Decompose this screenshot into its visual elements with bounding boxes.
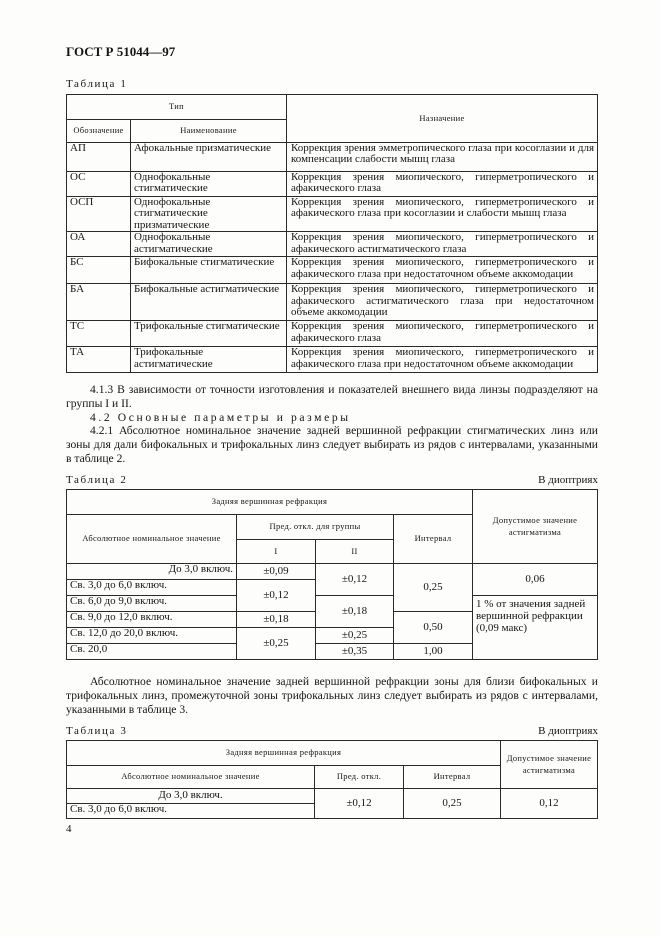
document-header: ГОСТ Р 51044—97: [66, 44, 176, 59]
t1-name-cell: Однофокальные стигматические призматические: [131, 197, 287, 232]
t2-int-c: 1,00: [394, 644, 473, 660]
t3-tol: ±0,12: [315, 789, 404, 819]
t2-ast-b: 1 % от значения задней вершинной рефракции (0,09 макс): [473, 596, 598, 660]
t2-range-1: До 3,0 включ.: [67, 564, 237, 580]
table1-row: [67, 347, 598, 373]
t1-head-designation: Обозначение: [67, 120, 131, 143]
t1-head-purpose: Назначение: [287, 95, 598, 143]
table1-row: [67, 321, 598, 347]
t3-head-astig: Допустимое значение астигматизма: [501, 741, 598, 789]
t1-name-cell: Однофокальные астигматические: [131, 232, 287, 257]
table1-row: [67, 284, 598, 321]
t2-g2-d: ±0,35: [316, 644, 394, 660]
t1-code-cell: ОА: [67, 232, 131, 257]
t2-g1-b: ±0,12: [237, 580, 316, 612]
t2-range-3: Св. 6,0 до 9,0 включ.: [67, 596, 237, 612]
table-2: [66, 489, 598, 660]
t1-code-cell: ОС: [67, 172, 131, 197]
t1-name-cell: Афокальные призматические: [131, 143, 287, 172]
t1-code-cell: БС: [67, 257, 131, 284]
t1-head-name: Наименование: [131, 120, 287, 143]
t2-head-g1: I: [237, 540, 316, 564]
table3-caption: Таблица 3: [66, 725, 128, 737]
t1-purpose-cell: Коррекция зрения миопического, гиперметропического и афакического глаза: [287, 172, 598, 197]
t1-purpose-cell: Коррекция зрения миопического, гиперметропического и афакического глаза при косоглазии и слабости мышц глаза: [287, 197, 598, 232]
table2-caption: Таблица 2: [66, 474, 128, 486]
paragraph-4-2-1: [66, 424, 598, 467]
t1-purpose-cell: Коррекция зрения миопического, гиперметропического и афакического глаза: [287, 321, 598, 347]
t3-head-tol: Пред. откл.: [315, 766, 404, 789]
t1-purpose-cell: Коррекция зрения эмметропического глаза при косоглазии и для компенсации слабости мышц глаза: [287, 143, 598, 172]
p413-text: 4.1.3 В зависимости от точности изготовления и показателей внешнего вида линзы подразделяют на группы I и II.: [66, 383, 598, 411]
t3-range-2: Св. 3,0 до 6,0 включ.: [67, 804, 315, 819]
table3-unit: В диоптриях: [538, 725, 598, 737]
t3-head-abs: Абсолютное номинальное значение: [67, 766, 315, 789]
t2-g1-a: ±0,09: [237, 564, 316, 580]
table1-row: [67, 197, 598, 232]
t3-astig: 0,12: [501, 789, 598, 819]
t2-head-rear: Задняя вершинная рефракция: [67, 490, 473, 515]
t2-int-b: 0,50: [394, 612, 473, 644]
t1-name-cell: Бифокальные астигматические: [131, 284, 287, 321]
t2-range-2: Св. 3,0 до 6,0 включ.: [67, 580, 237, 596]
paragraph-near-zone: [66, 675, 598, 718]
t1-name-cell: Бифокальные стигматические: [131, 257, 287, 284]
paragraph-4-1-3: [66, 383, 598, 411]
t2-range-4: Св. 9,0 до 12,0 включ.: [67, 612, 237, 628]
t2-g1-c: ±0,18: [237, 612, 316, 628]
t1-code-cell: ТА: [67, 347, 131, 373]
t1-code-cell: ОСП: [67, 197, 131, 232]
t1-purpose-cell: Коррекция зрения миопического, гиперметропического и афакического астигматического глаза: [287, 232, 598, 257]
p421-text: 4.2.1 Абсолютное номинальное значение задней вершинной рефракции стигматических линз или зоны для дали бифокальных и трифокальных линз следует выбирать из рядов с интервалами, указанными в таблице 2.: [66, 424, 598, 466]
t2-g2-a: ±0,12: [316, 564, 394, 596]
table2-unit: В диоптриях: [538, 474, 598, 486]
t2-g2-b: ±0,18: [316, 596, 394, 628]
p-abs-text: Абсолютное номинальное значение задней вершинной рефракции зоны для близи бифокальных и трифокальных линз, промежуточной зоны трифокальных линз следует выбирать из рядов с интервалами, указанными в таблице 3.: [66, 675, 598, 717]
t1-purpose-cell: Коррекция зрения миопического, гиперметропического и афакического глаза при недостаточном объеме аккомодации: [287, 257, 598, 284]
table1-caption: Таблица 1: [66, 78, 128, 90]
t3-range-1: До 3,0 включ.: [67, 789, 315, 804]
table1-row: [67, 172, 598, 197]
t1-code-cell: ТС: [67, 321, 131, 347]
t3-head-rear: Задняя вершинная рефракция: [67, 741, 501, 766]
p42-text: 4.2 Основные параметры и размеры: [90, 411, 351, 424]
t2-range-5: Св. 12,0 до 20,0 включ.: [67, 628, 237, 644]
t1-code-cell: АП: [67, 143, 131, 172]
t2-head-tol: Пред. откл. для группы: [237, 515, 394, 540]
t2-g1-d: ±0,25: [237, 628, 316, 660]
t2-head-abs: Абсолютное номинальное значение: [67, 515, 237, 564]
t2-head-interval: Интервал: [394, 515, 473, 564]
t1-name-cell: Трифокальные астигматические: [131, 347, 287, 373]
page-number: 4: [66, 823, 72, 835]
t1-head-type: Тип: [67, 95, 287, 120]
t2-ast-a: 0,06: [473, 564, 598, 596]
t1-code-cell: БА: [67, 284, 131, 321]
t2-range-6: Св. 20,0: [67, 644, 237, 660]
t2-int-a: 0,25: [394, 564, 473, 612]
t3-head-interval: Интервал: [404, 766, 501, 789]
table1-row: [67, 232, 598, 257]
table1-row: [67, 257, 598, 284]
table-3: [66, 740, 598, 819]
t2-head-astig: Допустимое значение астигматизма: [473, 490, 598, 564]
t1-purpose-cell: Коррекция зрения миопического, гиперметропического и афакического астигматического глаза при недостаточном объеме аккомодации: [287, 284, 598, 321]
t3-interval: 0,25: [404, 789, 501, 819]
t1-name-cell: Трифокальные стигматические: [131, 321, 287, 347]
t2-head-g2: II: [316, 540, 394, 564]
table-1: [66, 94, 598, 373]
t2-g2-c: ±0,25: [316, 628, 394, 644]
table1-row: [67, 143, 598, 172]
t1-name-cell: Однофокальные стигматические: [131, 172, 287, 197]
t1-purpose-cell: Коррекция зрения миопического, гиперметропического и афакического глаза при недостаточном объеме аккомодации: [287, 347, 598, 373]
